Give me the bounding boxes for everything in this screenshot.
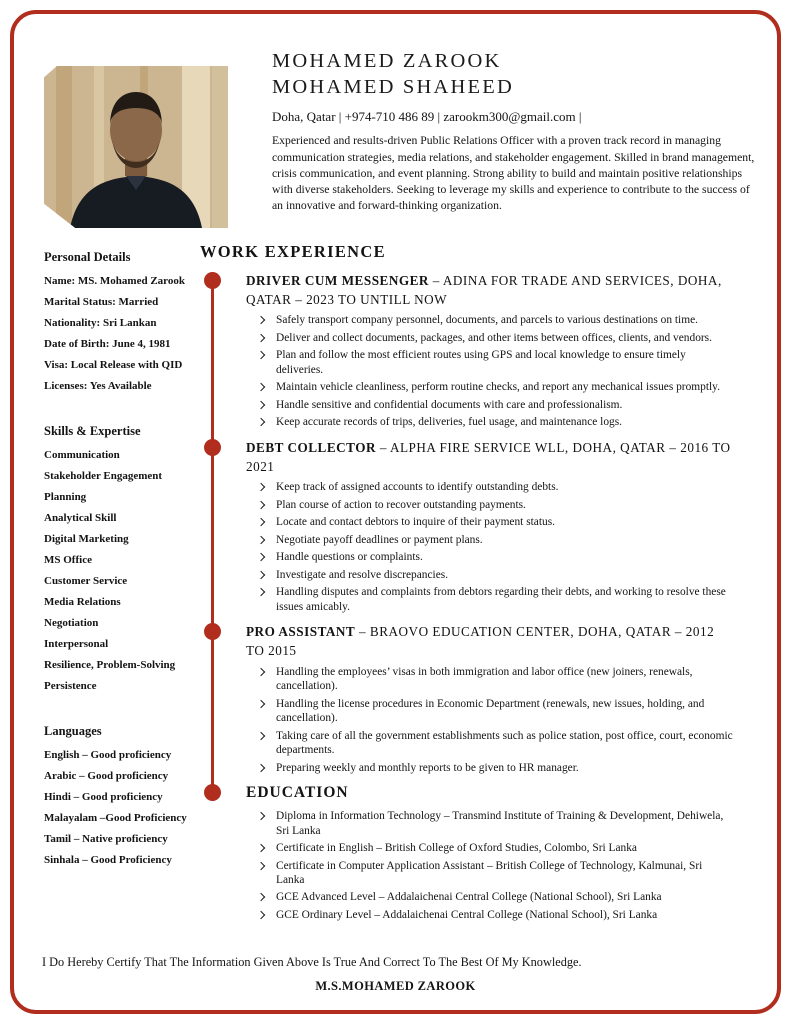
job-bullet-text: Preparing weekly and monthly reports to be given to HR manager. xyxy=(276,761,579,774)
skill-item: Negotiation xyxy=(44,617,99,629)
job-bullet-list xyxy=(246,313,733,429)
candidate-name-line2: MOHAMED SHAHEED xyxy=(272,76,514,99)
languages-section xyxy=(44,724,200,866)
skill-item: Communication xyxy=(44,449,120,461)
skill-item: Resilience, Problem-Solving xyxy=(44,659,176,671)
job-title xyxy=(246,272,733,309)
job-bullet xyxy=(246,331,733,345)
job-bullet-text: Deliver and collect documents, packages, and other items between offices, clients, and vendors. xyxy=(276,331,712,344)
skill-item: Digital Marketing xyxy=(44,533,129,545)
education-item xyxy=(246,890,733,904)
arrow-bullet-icon xyxy=(257,588,265,596)
profile-photo xyxy=(44,66,228,228)
body-section xyxy=(34,242,759,925)
personal-detail-item: Licenses: Yes Available xyxy=(44,380,152,392)
arrow-bullet-icon xyxy=(257,316,265,324)
arrow-bullet-icon xyxy=(257,861,265,869)
education-item xyxy=(246,859,733,888)
arrow-bullet-icon xyxy=(257,699,265,707)
skills-list xyxy=(44,449,200,692)
personal-detail-item: Date of Birth: June 4, 1981 xyxy=(44,338,171,350)
education-title: EDUCATION xyxy=(246,784,349,802)
job-bullet-text: Investigate and resolve discrepancies. xyxy=(276,568,449,581)
language-item: Tamil – Native proficiency xyxy=(44,833,168,845)
job-bullet-text: Handle questions or complaints. xyxy=(276,551,423,564)
job-bullet-text: Handling disputes and complaints from debtors regarding their debts, and working to resolve these issues amicably. xyxy=(276,586,726,613)
job-role: DRIVER CUM MESSENGER xyxy=(246,273,429,288)
timeline-dot xyxy=(204,439,221,456)
job-bullet xyxy=(246,550,733,564)
arrow-bullet-icon xyxy=(257,844,265,852)
job-bullet-text: Plan course of action to recover outstanding payments. xyxy=(276,498,526,511)
personal-detail-item: Name: MS. Mohamed Zarook xyxy=(44,275,185,287)
personal-detail-item: Visa: Local Release with QID xyxy=(44,359,183,371)
job-bullet-list xyxy=(246,665,733,775)
footer-section xyxy=(42,955,749,994)
arrow-bullet-icon xyxy=(257,518,265,526)
certify-statement: I Do Hereby Certify That The Information Given Above Is True And Correct To The Best Of My Knowledge. xyxy=(42,955,582,969)
job-bullet-text: Handling the license procedures in Economic Department (renewals, new issues, holding, and cancellation). xyxy=(276,697,705,725)
job-bullet-text: Handle sensitive and confidential documents with care and professionalism. xyxy=(276,398,623,411)
timeline-line xyxy=(211,280,214,794)
personal-details-title: Personal Details xyxy=(44,250,131,264)
skill-item: Persistence xyxy=(44,680,97,692)
job-role: DEBT COLLECTOR xyxy=(246,439,377,455)
header-section xyxy=(34,48,759,228)
education-list xyxy=(246,809,733,922)
arrow-bullet-icon xyxy=(257,911,265,919)
education-item-text: Certificate in Computer Application Assistant – British College of Technology, Kalmunai, Sri Lanka xyxy=(276,859,703,886)
job-bullet-text: Safely transport company personnel, documents, and parcels to various destinations on time. xyxy=(276,314,698,327)
job-bullet-text: Keep track of assigned accounts to identify outstanding debts. xyxy=(276,481,559,494)
arrow-bullet-icon xyxy=(257,383,265,391)
job-bullet-text: Plan and follow the most efficient routes using GPS and local knowledge to ensure timely deliveries. xyxy=(276,349,686,376)
job-bullet xyxy=(246,761,733,775)
skill-item: Analytical Skill xyxy=(44,512,117,524)
arrow-bullet-icon xyxy=(257,418,265,426)
profile-summary: Experienced and results-driven Public Relations Officer with a proven track record in managing communication strategies, media relations, and stakeholder engagement. Skilled in brand management, crisis communication, and event planning. Strong ability to build and maintain positive relationships with diverse stakeholders. Seeking to leverage my skills and experience to contribute to the success of an innovative and forward-thinking organization. xyxy=(272,134,755,212)
languages-list xyxy=(44,749,200,866)
candidate-name xyxy=(272,48,755,100)
resume-page xyxy=(14,14,777,1010)
education-section xyxy=(246,784,733,922)
job-title xyxy=(246,623,733,660)
skill-item: Media Relations xyxy=(44,596,121,608)
personal-detail-item: Nationality: Sri Lankan xyxy=(44,317,157,329)
arrow-bullet-icon xyxy=(257,351,265,359)
arrow-bullet-icon xyxy=(257,483,265,491)
candidate-name-line1: MOHAMED ZAROOK xyxy=(272,50,502,72)
job-bullet-text: Handling the employees’ visas in both immigration and labor office (new joiners, renewals, cancellation). xyxy=(276,665,693,693)
language-item: Malayalam –Good Proficiency xyxy=(44,812,187,824)
job-bullet xyxy=(246,415,733,429)
personal-detail-item: Marital Status: Married xyxy=(44,296,159,308)
job-bullet xyxy=(246,380,733,394)
job-bullet-list xyxy=(246,480,733,614)
arrow-bullet-icon xyxy=(257,553,265,561)
education-item-text: GCE Advanced Level – Addalaichenai Central College (National School), Sri Lanka xyxy=(276,891,662,904)
timeline-dot xyxy=(204,623,221,640)
job-details: – BRAOVO EDUCATION CENTER, DOHA, QATAR – 2012 TO 2015 xyxy=(246,624,715,658)
arrow-bullet-icon xyxy=(257,812,265,820)
education-item-text: GCE Ordinary Level – Addalaichenai Central College (National School), Sri Lanka xyxy=(276,908,658,921)
work-experience-title: WORK EXPERIENCE xyxy=(200,242,386,261)
education-item xyxy=(246,908,733,922)
education-item-text: Certificate in English – British College of Oxford Studies, Colombo, Sri Lanka xyxy=(276,842,637,855)
job-bullet-text: Keep accurate records of trips, deliveries, fuel usage, and maintenance logs. xyxy=(276,416,623,429)
timeline-dot xyxy=(204,272,221,289)
education-item-text: Diploma in Information Technology – Transmind Institute of Training & Development, Dehiwela, Sri Lanka xyxy=(276,810,724,837)
job-bullet-text: Taking care of all the government establishments such as police station, post office, court, economic departments. xyxy=(276,729,733,757)
arrow-bullet-icon xyxy=(257,667,265,675)
arrow-bullet-icon xyxy=(257,571,265,579)
arrow-bullet-icon xyxy=(257,536,265,544)
contact-line: Doha, Qatar | +974-710 486 89 | zarookm300@gmail.com | xyxy=(272,109,582,125)
job-bullet xyxy=(246,729,733,758)
job-bullet xyxy=(246,697,733,726)
job-bullet xyxy=(246,313,733,327)
job-bullet xyxy=(246,348,733,377)
skill-item: Stakeholder Engagement xyxy=(44,470,163,482)
arrow-bullet-icon xyxy=(257,501,265,509)
language-item: Arabic – Good proficiency xyxy=(44,770,169,782)
personal-details-list xyxy=(44,275,200,392)
languages-title: Languages xyxy=(44,724,102,738)
main-column xyxy=(200,242,759,925)
job-bullet xyxy=(246,515,733,529)
job-pro-assistant xyxy=(246,623,733,775)
arrow-bullet-icon xyxy=(257,334,265,342)
language-item: Sinhala – Good Proficiency xyxy=(44,854,172,866)
job-bullet-text: Locate and contact debtors to inquire of their payment status. xyxy=(276,516,555,529)
education-item xyxy=(246,841,733,855)
job-bullet xyxy=(246,568,733,582)
skills-title: Skills & Expertise xyxy=(44,424,141,438)
job-bullet-text: Negotiate payoff deadlines or payment plans. xyxy=(276,533,483,546)
skill-item: MS Office xyxy=(44,554,92,566)
arrow-bullet-icon xyxy=(257,763,265,771)
signature-name: M.S.MOHAMED ZAROOK xyxy=(315,979,476,993)
job-bullet xyxy=(246,665,733,694)
profile-photo-image xyxy=(44,66,228,228)
job-bullet xyxy=(246,480,733,494)
language-item: English – Good proficiency xyxy=(44,749,172,761)
language-item: Hindi – Good proficiency xyxy=(44,791,163,803)
job-role: PRO ASSISTANT xyxy=(246,624,356,640)
skill-item: Planning xyxy=(44,491,87,503)
job-details: – ADINA FOR TRADE AND SERVICES, DOHA, QATAR – 2023 TO UNTILL NOW xyxy=(246,273,722,307)
skill-item: Interpersonal xyxy=(44,638,109,650)
job-bullet-text: Maintain vehicle cleanliness, perform routine checks, and report any mechanical issues promptly. xyxy=(276,381,720,394)
skill-item: Customer Service xyxy=(44,575,128,587)
job-details: – ALPHA FIRE SERVICE WLL, DOHA, QATAR – 2016 TO 2021 xyxy=(246,439,731,474)
job-bullet xyxy=(246,398,733,412)
job-driver-cum-messenger xyxy=(246,272,733,430)
arrow-bullet-icon xyxy=(257,731,265,739)
timeline-dot xyxy=(204,784,221,801)
personal-details-section xyxy=(44,250,200,392)
education-item xyxy=(246,809,733,838)
arrow-bullet-icon xyxy=(257,401,265,409)
skills-section xyxy=(44,424,200,692)
job-debt-collector xyxy=(246,439,733,614)
job-bullet xyxy=(246,498,733,512)
job-bullet xyxy=(246,585,733,614)
sidebar xyxy=(34,242,200,925)
header-text xyxy=(272,48,759,228)
job-bullet xyxy=(246,533,733,547)
job-title xyxy=(246,439,733,476)
arrow-bullet-icon xyxy=(257,893,265,901)
